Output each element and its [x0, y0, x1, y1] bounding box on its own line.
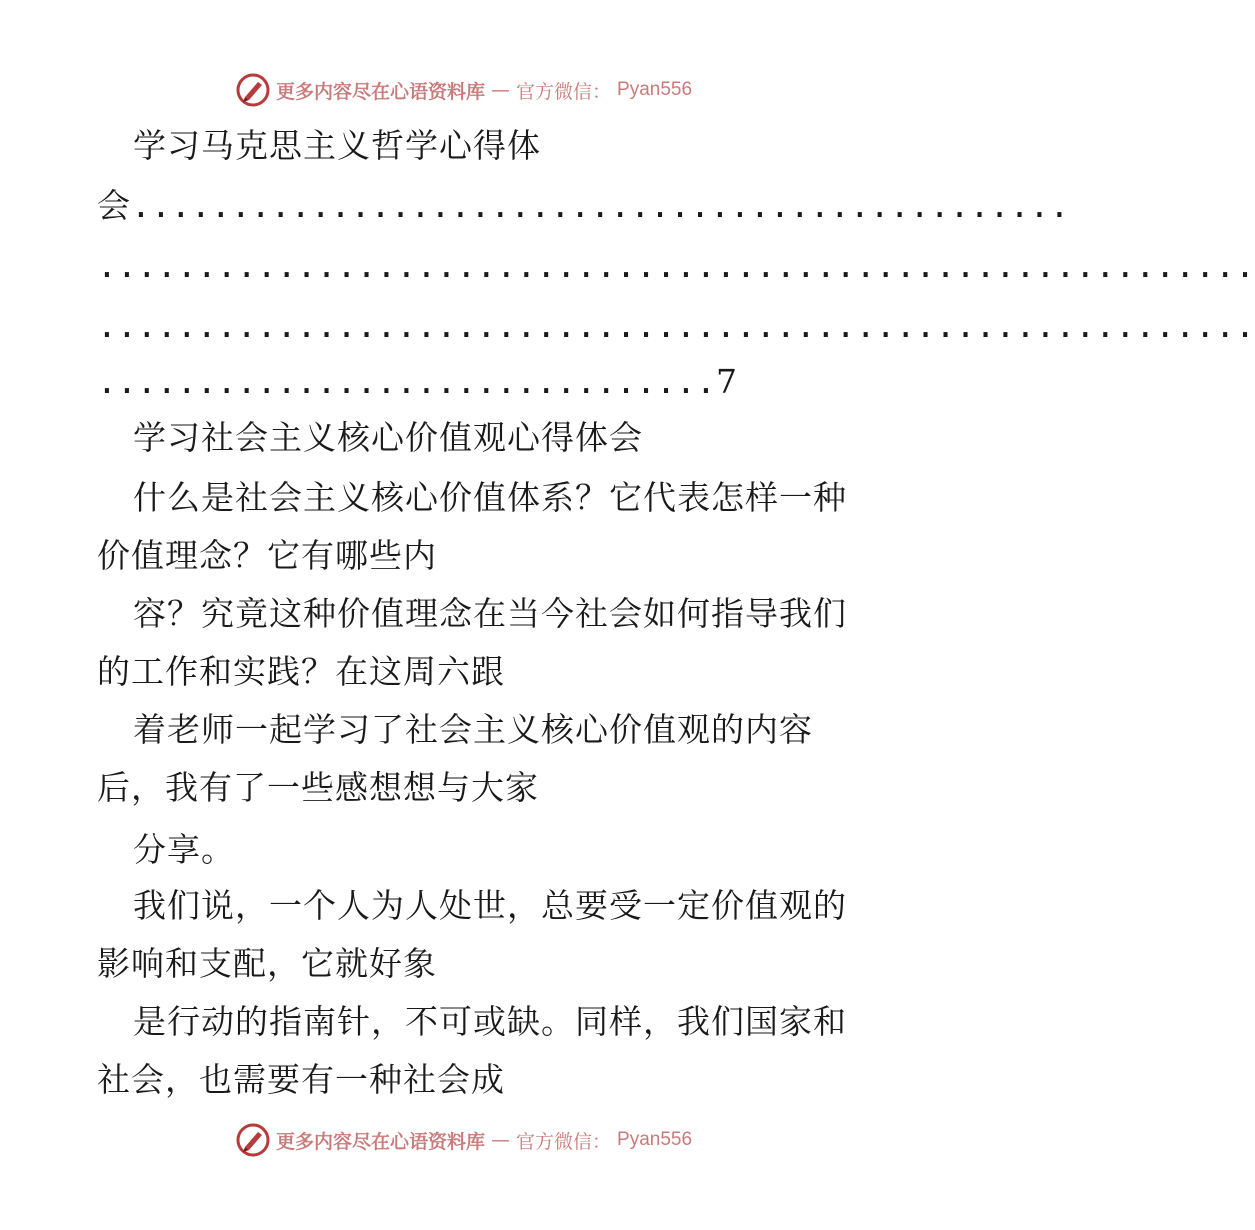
paragraph-line: 后，我有了一些感想想与大家	[97, 768, 539, 807]
paragraph-line: 是行动的指南针，不可或缺。同样，我们国家和	[133, 1002, 847, 1041]
paragraph-line: 社会，也需要有一种社会成	[97, 1060, 505, 1099]
banner-dash: —	[491, 1129, 511, 1151]
banner-label: 官方微信：	[516, 1130, 612, 1153]
article-heading: 学习社会主义核心价值观心得体会	[133, 418, 643, 457]
paragraph-line: 我们说，一个人为人处世，总要受一定价值观的	[133, 886, 847, 925]
banner-wechat-id: Pyan556	[617, 1129, 693, 1150]
toc-line-3	[97, 306, 1255, 346]
header-banner	[236, 72, 692, 108]
toc-dots-4: ...............................	[97, 362, 716, 401]
pen-logo-icon	[236, 73, 270, 107]
banner-title: 更多内容尽在心语资料库	[276, 1130, 486, 1153]
toc-dots-3: ..........................................................	[97, 306, 1255, 345]
paragraph-line: 价值理念？它有哪些内	[97, 536, 437, 575]
toc-dots-1: ...............................................	[131, 186, 1070, 225]
banner-title: 更多内容尽在心语资料库	[276, 80, 486, 103]
paragraph-line: 的工作和实践？在这周六跟	[97, 652, 505, 691]
pen-logo-icon	[236, 1123, 270, 1157]
toc-title: 学习马克思主义哲学心得体	[133, 126, 541, 165]
paragraph-line: 容？究竟这种价值理念在当今社会如何指导我们	[133, 594, 847, 633]
paragraph-line: 着老师一起学习了社会主义核心价值观的内容	[133, 710, 813, 749]
banner-label: 官方微信：	[516, 80, 612, 103]
toc-dots-2: ..........................................................	[97, 246, 1255, 285]
toc-line-2	[97, 246, 1255, 286]
banner-wechat-id: Pyan556	[617, 79, 693, 100]
paragraph-line: 什么是社会主义核心价值体系？它代表怎样一种	[133, 478, 847, 517]
banner-dash: —	[491, 79, 511, 101]
paragraph-line: 分享。	[133, 830, 235, 869]
paragraph-line: 影响和支配，它就好象	[97, 944, 437, 983]
toc-page-number: 7	[716, 362, 738, 401]
toc-line-1	[97, 186, 1069, 226]
toc-title-end: 会	[97, 186, 131, 225]
toc-line-4	[97, 362, 738, 402]
footer-banner	[236, 1122, 692, 1158]
